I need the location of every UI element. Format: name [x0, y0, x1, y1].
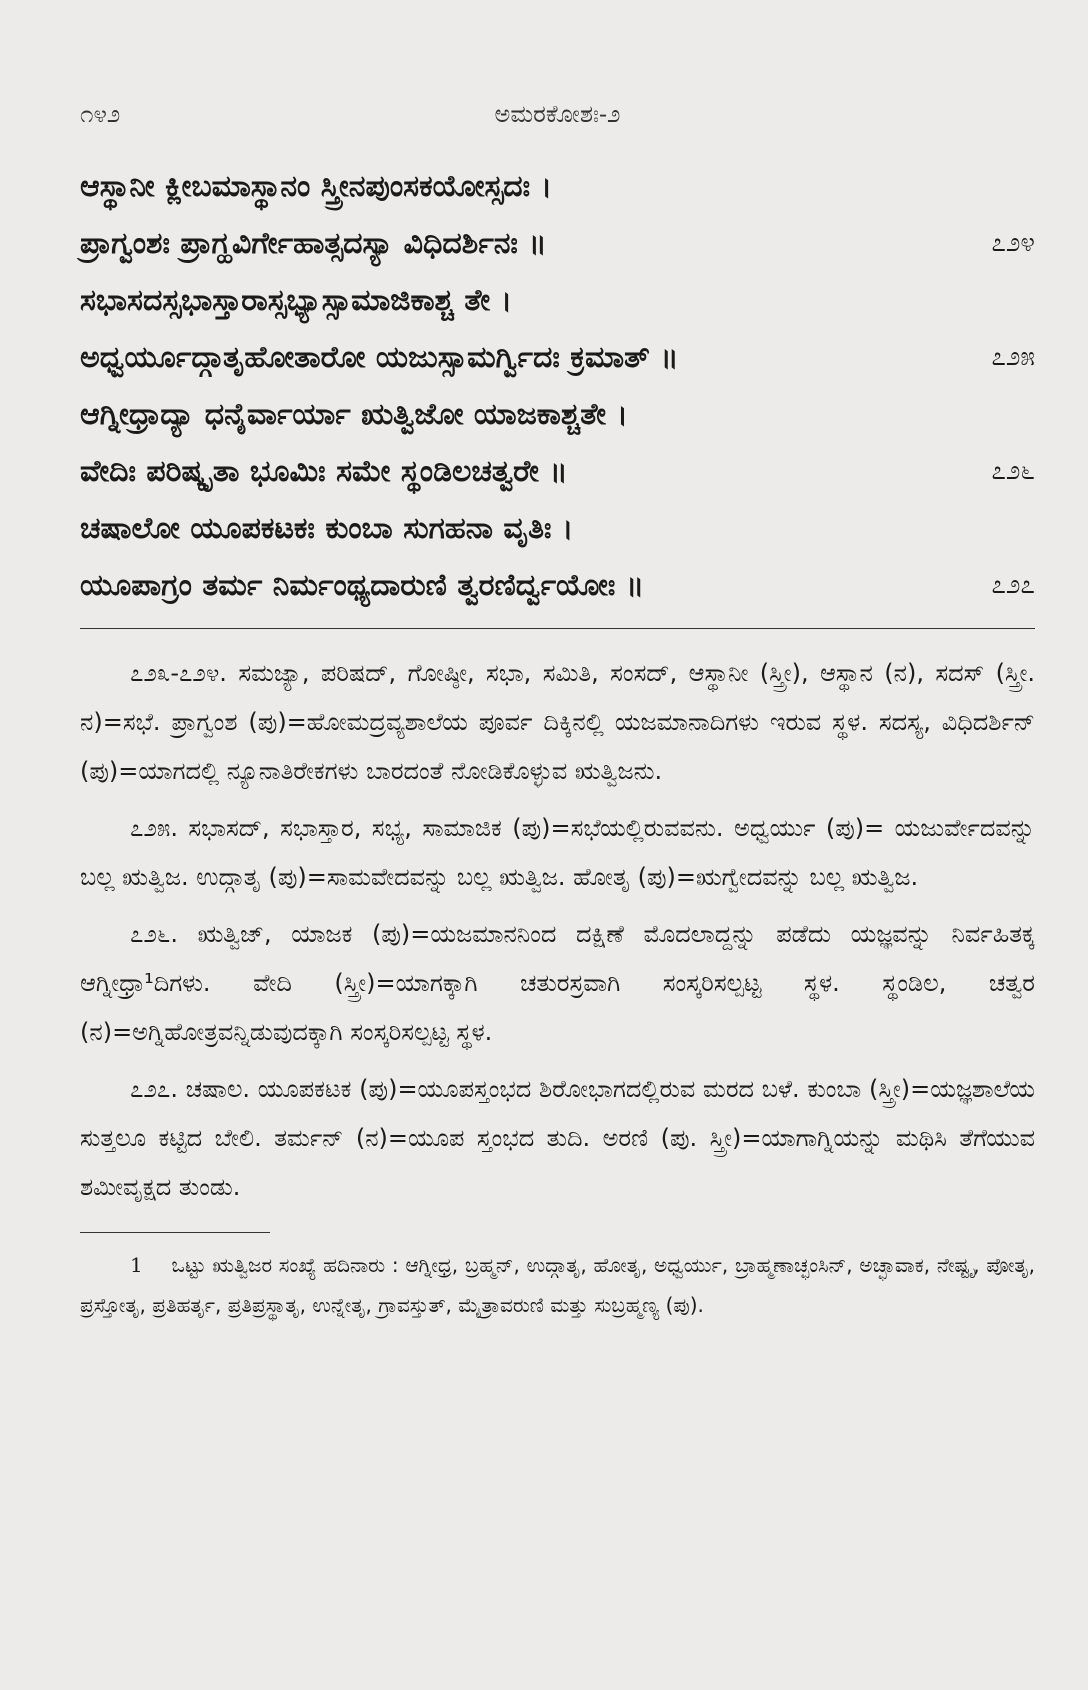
verse-text: ಚಷಾಲೋ ಯೂಪಕಟಕಃ ಕುಂಬಾ ಸುಗಹನಾ ವೃತಿಃ ।: [80, 511, 574, 546]
verse-line: [80, 443, 1035, 500]
commentary-block: [80, 649, 1035, 1212]
verse-line: [80, 272, 1035, 329]
page-number: ೧೪೨: [80, 100, 121, 128]
commentary-paragraph: ೭೨೬. ಋತ್ವಿಜ್, ಯಾಜಕ (ಪು)=ಯಜಮಾನನಿಂದ ದಕ್ಷಿಣೆ ಮೊದಲಾದ್ದನ್ನು ಪಡೆದು ಯಜ್ಞವನ್ನು ನಿರ್ವಹಿತಕ್ಕ ಆಗ್ನೀಧ್ರಾ¹ದಿಗಳು. ವೇದಿ (ಸ್ತ್ರೀ)=ಯಾಗಕ್ಕಾಗಿ ಚತುರಸ್ರವಾಗಿ ಸಂಸ್ಕರಿಸಲ್ಪಟ್ಟ ಸ್ಥಳ. ಸ್ಥಂಡಿಲ, ಚತ್ವರ (ನ)=ಅಗ್ನಿಹೋತ್ರವನ್ನಿಡುವುದಕ್ಕಾಗಿ ಸಂಸ್ಕರಿಸಲ್ಪಟ್ಟ ಸ್ಥಳ.: [80, 920, 1035, 1046]
commentary-paragraph: ೭೨೫. ಸಭಾಸದ್, ಸಭಾಸ್ತಾರ, ಸಭ್ಯ, ಸಾಮಾಜಿಕ (ಪು)=ಸಭೆಯಲ್ಲಿರುವವನು. ಅಧ್ವರ್ಯು (ಪು)= ಯಜುರ್ವೇದವನ್ನು ಬಲ್ಲ ಋತ್ವಿಜ. ಉದ್ಗಾತೃ (ಪು)=ಸಾಮವೇದವನ್ನು ಬಲ್ಲ ಋತ್ವಿಜ. ಹೋತೃ (ಪು)=ಋಗ್ವೇದವನ್ನು ಬಲ್ಲ ಋತ್ವಿಜ.: [80, 814, 1035, 891]
verse-line: [80, 158, 1035, 215]
verse-line: [80, 557, 1035, 614]
section-divider: [80, 628, 1035, 629]
verse-number: ೭೨೬: [991, 456, 1035, 486]
commentary-paragraph: ೭೨೩-೭೨೪. ಸಮಜ್ಯಾ, ಪರಿಷದ್, ಗೋಷ್ಠೀ, ಸಭಾ, ಸಮಿತಿ, ಸಂಸದ್, ಆಸ್ಥಾನೀ (ಸ್ತ್ರೀ), ಆಸ್ಥಾನ (ನ), ಸದಸ್ (ಸ್ತ್ರೀ. ನ)=ಸಭೆ. ಪ್ರಾಗ್ವಂಶ (ಪು)=ಹೋಮದ್ರವ್ಯಶಾಲೆಯ ಪೂರ್ವ ದಿಕ್ಕಿನಲ್ಲಿ ಯಜಮಾನಾದಿಗಳು ಇರುವ ಸ್ಥಳ. ಸದಸ್ಯ, ವಿಧಿದರ್ಶಿನ್ (ಪು)=ಯಾಗದಲ್ಲಿ ನ್ಯೂನಾತಿರೇಕಗಳು ಬಾರದಂತೆ ನೋಡಿಕೊಳ್ಳುವ ಋತ್ವಿಜನು.: [80, 659, 1035, 785]
verse-line: [80, 500, 1035, 557]
verse-text: ಸಭಾಸದಸ್ಸಭಾಸ್ತಾರಾಸ್ಸಭ್ಯಾಸ್ಸಾಮಾಜಿಕಾಶ್ಚ ತೇ ।: [80, 283, 512, 318]
footnote-text: ಒಟ್ಟು ಋತ್ವಿಜರ ಸಂಖ್ಯೆ ಹದಿನಾರು : ಆಗ್ನೀಧ್ರ, ಬ್ರಹ್ಮನ್, ಉದ್ಗಾತೃ, ಹೋತೃ, ಅಧ್ವರ್ಯು, ಬ್ರಾಹ್ಮಣಾಚ್ಛಂಸಿನ್, ಅಚ್ಛಾವಾಕ, ನೇಷ್ಟೃ, ಪೋತೃ, ಪ್ರಸ್ತೋತೃ, ಪ್ರತಿಹರ್ತೃ, ಪ್ರತಿಪ್ರಸ್ಥಾತೃ, ಉನ್ನೇತೃ, ಗ್ರಾವಸ್ತುತ್, ಮೈತ್ರಾವರುಣಿ ಮತ್ತು ಸುಬ್ರಹ್ಮಣ್ಯ (ಪು).: [80, 1253, 1035, 1317]
footnote-marker: 1: [130, 1253, 143, 1277]
footnote: [80, 1245, 1035, 1325]
footnote-divider: [80, 1232, 270, 1233]
page-header: [80, 100, 1035, 136]
verse-text: ಆಸ್ಥಾನೀ ಕ್ಲೀಬಮಾಸ್ಥಾನಂ ಸ್ತ್ರೀನಪುಂಸಕಯೋಸ್ಸದಃ ।: [80, 169, 552, 204]
running-title: ಅಮರಕೋಶಃ-೨: [494, 100, 621, 128]
verse-block: [80, 158, 1035, 614]
verse-text: ಯೂಪಾಗ್ರಂ ತರ್ಮ ನಿರ್ಮಂಥ್ಯದಾರುಣಿ ತ್ವರಣಿರ್ದ್ವಯೋಃ ॥: [80, 568, 645, 603]
verse-number: ೭೨೭: [991, 570, 1035, 600]
verse-text: ವೇದಿಃ ಪರಿಷ್ಕೃತಾ ಭೂಮಿಃ ಸಮೇ ಸ್ಥಂಡಿಲಚತ್ವರೇ ॥: [80, 454, 568, 489]
verse-text: ಅಧ್ವರ್ಯೂದ್ಗಾತೃಹೋತಾರೋ ಯಜುಸ್ಸಾಮರ್ಗ್ವಿದಃ ಕ್ರಮಾತ್ ॥: [80, 340, 679, 375]
book-page: [80, 100, 1035, 1325]
verse-text: ಪ್ರಾಗ್ವಂಶಃ ಪ್ರಾಗ್ಹವಿರ್ಗೇಹಾತ್ಸದಸ್ಯಾ ವಿಧಿದರ್ಶಿನಃ ॥: [80, 226, 547, 261]
verse-line: [80, 386, 1035, 443]
verse-number: ೭೨೪: [991, 228, 1035, 258]
verse-line: [80, 329, 1035, 386]
verse-line: [80, 215, 1035, 272]
verse-number: ೭೨೫: [991, 342, 1035, 372]
commentary-paragraph: ೭೨೭. ಚಷಾಲ. ಯೂಪಕಟಕ (ಪು)=ಯೂಪಸ್ತಂಭದ ಶಿರೋಭಾಗದಲ್ಲಿರುವ ಮರದ ಬಳೆ. ಕುಂಬಾ (ಸ್ತ್ರೀ)=ಯಜ್ಞಶಾಲೆಯ ಸುತ್ತಲೂ ಕಟ್ಟಿದ ಬೇಲಿ. ತರ್ಮನ್ (ನ)=ಯೂಪ ಸ್ತಂಭದ ತುದಿ. ಅರಣಿ (ಪು. ಸ್ತ್ರೀ)=ಯಾಗಾಗ್ನಿಯನ್ನು ಮಥಿಸಿ ತೆಗೆಯುವ ಶಮೀವೃಕ್ಷದ ತುಂಡು.: [80, 1075, 1035, 1201]
verse-text: ಆಗ್ನೀಧ್ರಾದ್ಯಾ ಧನೈರ್ವಾರ್ಯಾ ಋತ್ವಿಜೋ ಯಾಜಕಾಶ್ಚತೇ ।: [80, 397, 628, 432]
